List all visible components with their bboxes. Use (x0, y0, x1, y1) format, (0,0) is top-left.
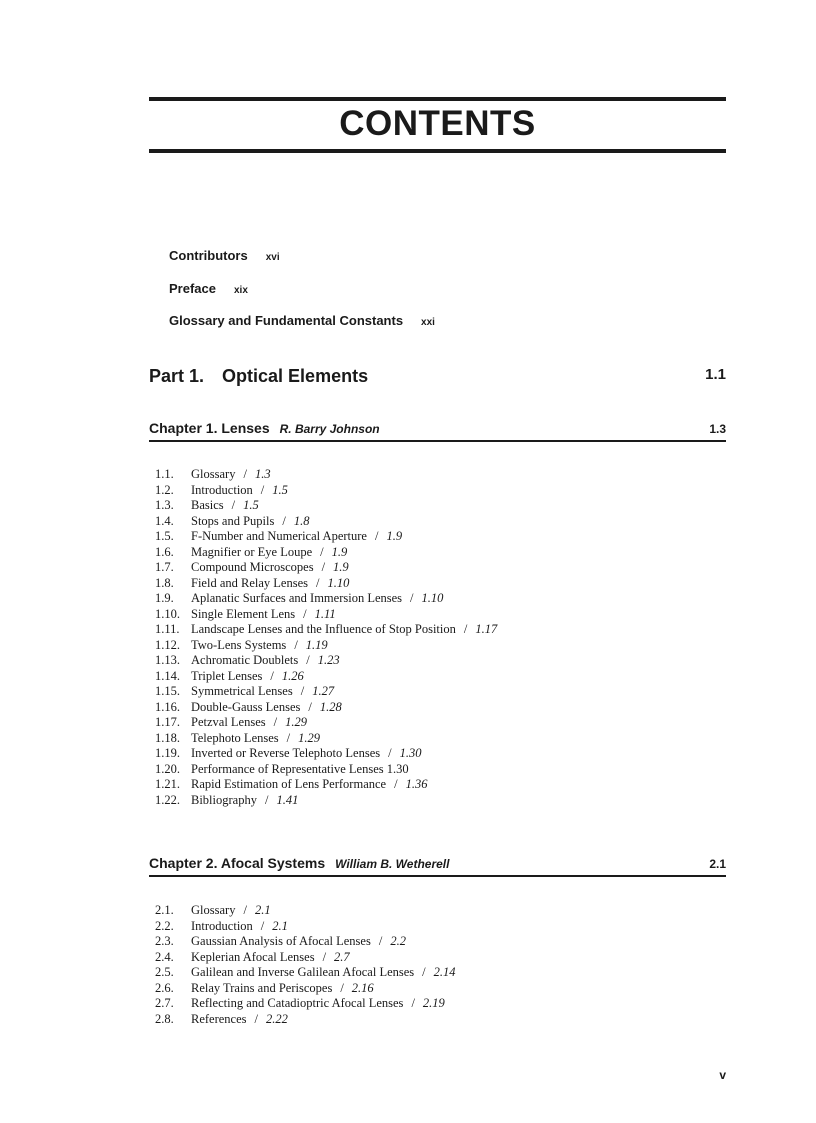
section-page: 1.30 (399, 746, 422, 760)
section-number: 1.2. (155, 482, 174, 497)
section-separator: / (231, 498, 236, 512)
section-separator: / (411, 996, 415, 1010)
section-title: Double-Gauss Lenses (191, 699, 301, 714)
section-page: 1.26 (281, 668, 304, 683)
toc-entry[interactable] (155, 622, 497, 638)
section-title: Stops and Pupils (191, 513, 275, 528)
page-title: CONTENTS (339, 104, 536, 143)
toc-entry[interactable] (155, 467, 497, 483)
part-page: 1.1 (705, 366, 726, 383)
section-page: 2.19 (422, 996, 445, 1010)
section-separator: / (378, 934, 383, 948)
section-title: Rapid Estimation of Lens Performance (191, 777, 387, 791)
section-number: 2.8. (155, 1011, 174, 1026)
section-number: 1.5. (155, 529, 174, 543)
section-separator: / (260, 482, 265, 497)
section-number: 1.13. (155, 653, 180, 667)
section-page: 1.10 (327, 575, 350, 590)
section-number: 1.16. (155, 699, 180, 714)
section-page: 2.14 (433, 965, 456, 979)
page-number: v (719, 1068, 726, 1082)
section-separator: / (303, 606, 307, 621)
chapter-1-section-list (155, 467, 497, 808)
section-number: 2.4. (155, 949, 174, 964)
toc-entry[interactable] (155, 731, 497, 747)
section-number: 2.2. (155, 918, 174, 933)
section-separator: / (282, 513, 286, 528)
title-bottom-rule (149, 149, 726, 153)
section-number: 1.10. (155, 606, 180, 621)
section-title: Introduction (191, 918, 253, 933)
section-number: 2.7. (155, 996, 174, 1010)
section-title: Basics (191, 498, 224, 512)
section-title: Inverted or Reverse Telephoto Lenses (191, 746, 381, 760)
section-title: Aplanatic Surfaces and Immersion Lenses (191, 591, 403, 605)
toc-entry[interactable] (155, 934, 456, 950)
section-page: 1.5 (243, 498, 259, 512)
section-title: References (191, 1011, 247, 1026)
section-separator: / (316, 575, 320, 590)
section-number: 1.17. (155, 715, 180, 729)
toc-entry[interactable] (155, 560, 497, 576)
section-number: 1.6. (155, 544, 174, 559)
toc-entry[interactable] (155, 746, 497, 762)
section-page: 2.22 (266, 1011, 288, 1026)
toc-entry[interactable] (155, 545, 497, 561)
toc-entry[interactable] (155, 715, 497, 731)
section-separator: / (340, 980, 344, 995)
section-title: Single Element Lens (191, 606, 296, 621)
section-title: Glossary (191, 903, 236, 917)
section-page: 1.27 (312, 684, 335, 698)
section-separator: / (243, 903, 247, 917)
toc-entry[interactable] (155, 996, 456, 1012)
chapter-title: Chapter 2. Afocal Systems (149, 855, 326, 871)
chapter-author: R. Barry Johnson (279, 422, 380, 436)
toc-entry[interactable] (155, 514, 497, 530)
section-number: 1.12. (155, 637, 180, 652)
part-title: Optical Elements (222, 366, 369, 386)
section-separator: / (260, 918, 265, 933)
section-title: Field and Relay Lenses (191, 575, 308, 590)
section-number: 1.15. (155, 684, 180, 698)
section-number: 1.11. (155, 622, 180, 636)
section-title: Bibliography (191, 792, 257, 807)
chapter-author: William B. Wetherell (335, 857, 450, 871)
section-title: F-Number and Numerical Aperture (191, 529, 367, 543)
chapter-2-section-list (155, 903, 456, 1027)
section-page: 2.1 (254, 903, 271, 917)
section-separator: / (321, 560, 326, 574)
chapter-1-heading[interactable] (149, 420, 726, 436)
toc-entry[interactable] (155, 777, 497, 793)
section-page: 1.28 (319, 699, 342, 714)
section-separator: / (270, 668, 274, 683)
section-page: 1.29 (285, 715, 307, 729)
toc-entry[interactable] (155, 576, 497, 592)
toc-entry[interactable] (155, 498, 497, 514)
front-entry-preface[interactable] (169, 281, 248, 296)
front-entry-label: Glossary and Fundamental Constants (169, 313, 404, 328)
section-number: 2.5. (155, 965, 174, 979)
front-entry-page: xvi (265, 252, 280, 263)
section-page: 2.16 (351, 980, 374, 995)
chapter-2-rule (149, 875, 726, 877)
section-number: 1.22. (155, 792, 180, 807)
section-title: Triplet Lenses (191, 668, 263, 683)
section-title: Achromatic Doublets (191, 653, 299, 667)
section-page: 1.9 (333, 560, 349, 574)
section-title: Performance of Representative Lenses 1.30 (191, 761, 409, 776)
section-separator: / (422, 965, 426, 979)
toc-entry[interactable] (155, 607, 497, 623)
section-page: 1.36 (405, 777, 428, 791)
toc-entry[interactable] (155, 793, 497, 809)
toc-entry[interactable] (155, 591, 497, 607)
section-number: 1.19. (155, 746, 180, 760)
section-page: 1.11 (314, 606, 336, 621)
section-page: 2.1 (272, 918, 288, 933)
section-number: 2.3. (155, 934, 174, 948)
section-separator: / (388, 746, 392, 760)
section-separator: / (264, 792, 269, 807)
toc-entry[interactable] (155, 762, 497, 778)
section-separator: / (306, 653, 310, 667)
chapter-page: 2.1 (709, 857, 726, 871)
section-separator: / (308, 699, 312, 714)
section-title: Galilean and Inverse Galilean Afocal Lenses (191, 965, 415, 979)
section-separator: / (286, 730, 291, 745)
section-separator: / (320, 544, 324, 559)
section-separator: / (294, 637, 298, 652)
front-entry-label: Preface (169, 281, 216, 296)
section-number: 1.18. (155, 730, 180, 745)
section-page: 1.8 (293, 513, 310, 528)
section-page: 1.29 (298, 730, 320, 745)
toc-entry[interactable] (155, 965, 456, 981)
section-separator: / (300, 684, 305, 698)
front-entry-label: Contributors (169, 248, 248, 263)
section-separator: / (273, 715, 278, 729)
toc-entry[interactable] (155, 653, 497, 669)
section-title: Gaussian Analysis of Afocal Lenses (191, 934, 371, 948)
section-title: Two-Lens Systems (191, 637, 287, 652)
section-title: Keplerian Afocal Lenses (191, 949, 315, 964)
chapter-1-rule (149, 440, 726, 442)
toc-entry[interactable] (155, 529, 497, 545)
section-page: 1.41 (276, 792, 299, 807)
section-number: 2.6. (155, 980, 174, 995)
toc-entry[interactable] (155, 700, 497, 716)
section-separator: / (254, 1011, 259, 1026)
section-title: Introduction (191, 482, 253, 497)
section-title: Telephoto Lenses (191, 730, 279, 745)
chapter-2-heading[interactable] (149, 855, 726, 871)
section-separator: / (410, 591, 414, 605)
section-separator: / (322, 949, 327, 964)
section-separator: / (374, 529, 379, 543)
section-number: 1.9. (155, 591, 174, 605)
toc-entry[interactable] (155, 919, 456, 935)
section-separator: / (394, 777, 398, 791)
section-page: 1.17 (475, 622, 498, 636)
front-entry-glossary[interactable] (169, 313, 435, 328)
toc-entry[interactable] (155, 669, 497, 685)
toc-entry[interactable] (155, 483, 497, 499)
section-page: 2.7 (334, 949, 350, 964)
section-page: 1.5 (272, 482, 288, 497)
part-number: Part 1. (149, 366, 205, 386)
section-number: 1.20. (155, 761, 180, 776)
section-page: 1.3 (254, 467, 271, 481)
section-number: 1.1. (155, 467, 174, 481)
section-number: 1.8. (155, 575, 174, 590)
front-entry-contributors[interactable] (169, 248, 280, 263)
section-title: Reflecting and Catadioptric Afocal Lenses (191, 996, 404, 1010)
toc-entry[interactable] (155, 903, 456, 919)
section-separator: / (243, 467, 247, 481)
toc-entry[interactable] (155, 638, 497, 654)
title-top-rule (149, 97, 726, 101)
chapter-title: Chapter 1. Lenses (149, 420, 270, 436)
section-page: 1.10 (421, 591, 444, 605)
section-number: 1.21. (155, 777, 180, 791)
section-page: 2.2 (390, 934, 406, 948)
section-page: 1.19 (305, 637, 328, 652)
section-number: 1.14. (155, 668, 180, 683)
section-title: Magnifier or Eye Loupe (191, 544, 313, 559)
section-page: 1.23 (317, 653, 340, 667)
toc-entry[interactable] (155, 684, 497, 700)
section-title: Landscape Lenses and the Influence of Stop Position (191, 622, 456, 636)
section-title: Petzval Lenses (191, 715, 266, 729)
front-entry-page: xxi (421, 317, 435, 328)
section-number: 2.1. (155, 903, 174, 917)
toc-entry[interactable] (155, 1012, 456, 1028)
section-title: Compound Microscopes (191, 560, 314, 574)
front-entry-page: xix (233, 285, 248, 296)
section-title: Symmetrical Lenses (191, 684, 293, 698)
section-number: 1.4. (155, 513, 174, 528)
chapter-page: 1.3 (709, 422, 726, 436)
section-page: 1.9 (331, 544, 348, 559)
section-number: 1.7. (155, 560, 174, 574)
section-title: Relay Trains and Periscopes (191, 980, 333, 995)
toc-entry[interactable] (155, 950, 456, 966)
section-page: 1.9 (386, 529, 403, 543)
section-title: Glossary (191, 467, 236, 481)
section-separator: / (463, 622, 468, 636)
toc-entry[interactable] (155, 981, 456, 997)
part-heading[interactable] (149, 366, 726, 387)
section-number: 1.3. (155, 498, 174, 512)
